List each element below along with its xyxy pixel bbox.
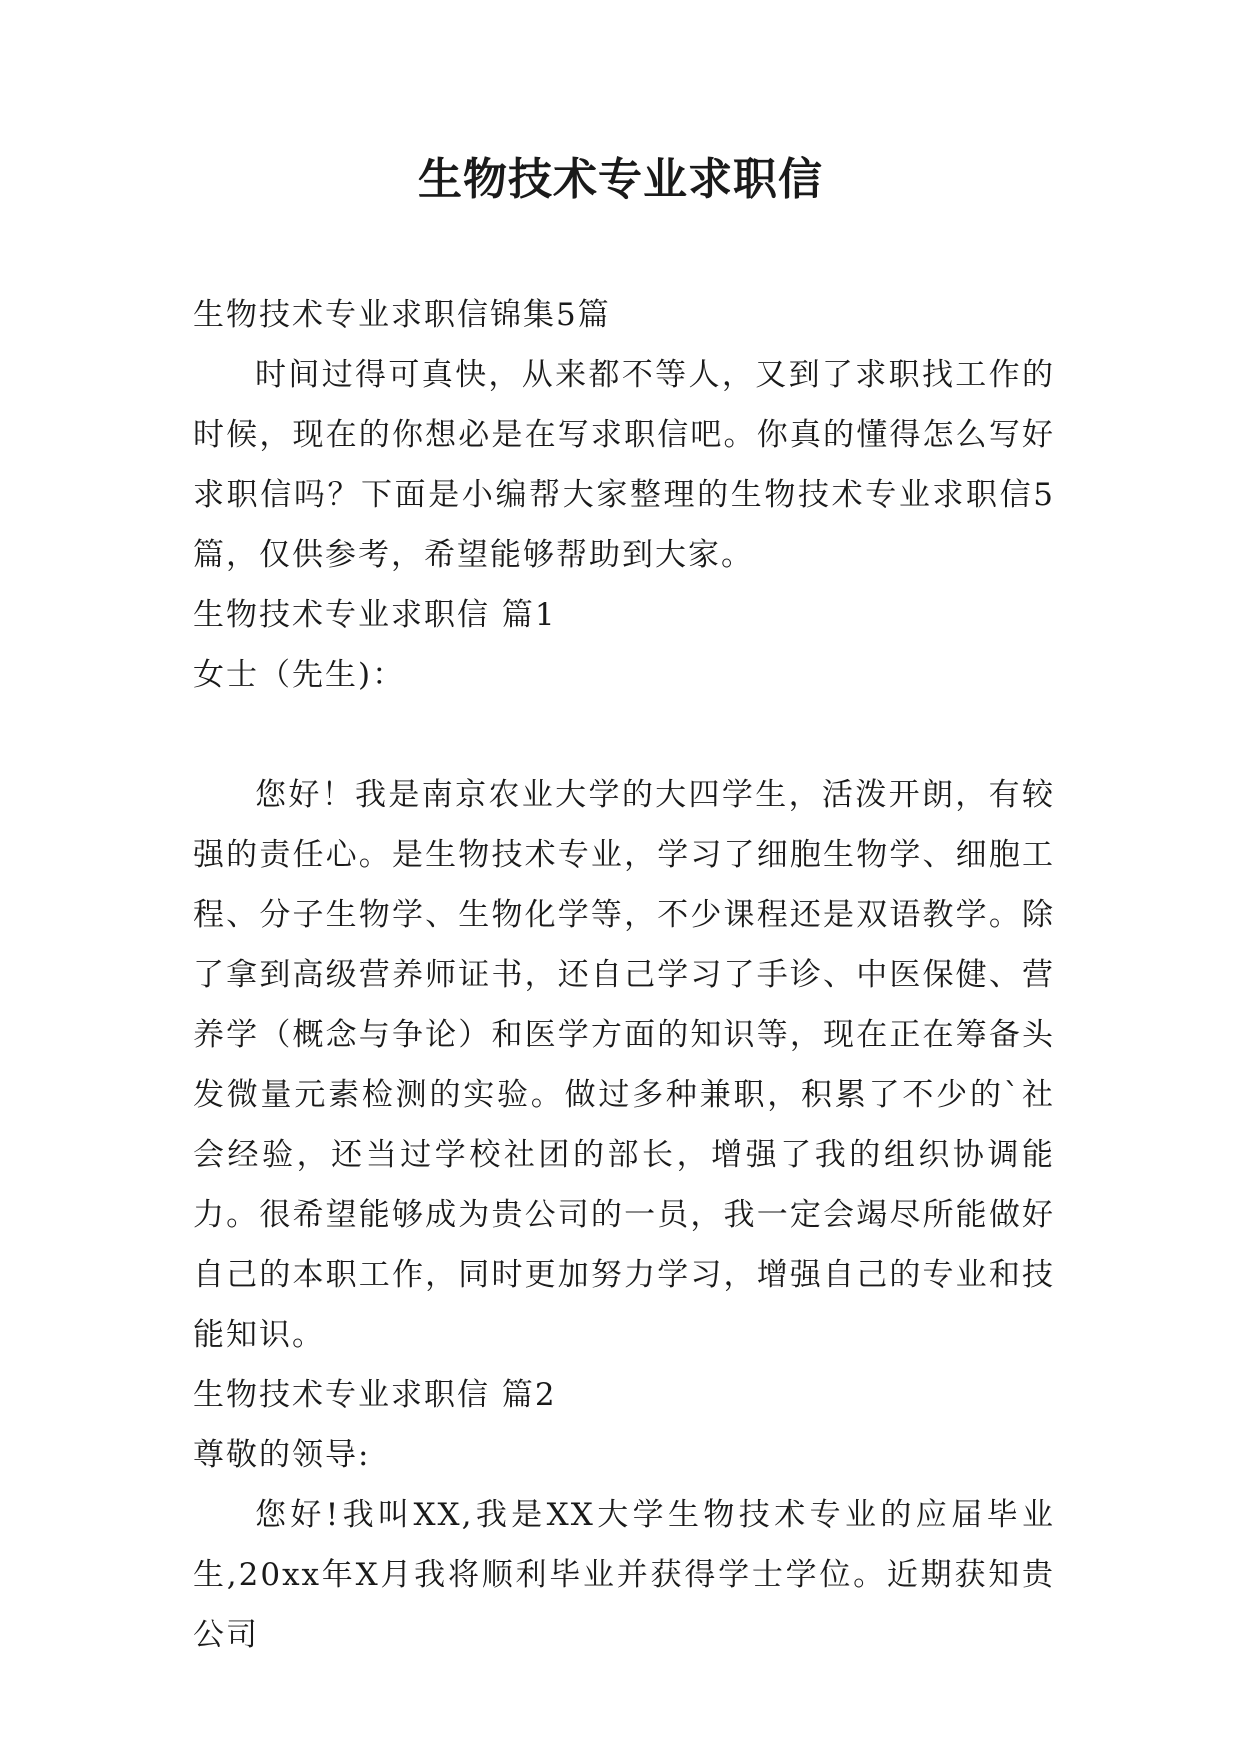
letter2-salutation: 尊敬的领导:	[193, 1437, 371, 1473]
letter2-heading: 生物技术专业求职信 篇2	[193, 1377, 557, 1413]
letter2-body: 您好!我叫XX,我是XX大学生物技术专业的应届毕业生,20xx年X月我将顺利毕业并获得学士学位。近期获知贵公司	[193, 1497, 1055, 1653]
document-body	[193, 285, 1055, 1665]
letter1-salutation: 女士（先生)：	[193, 657, 406, 693]
letter1-heading: 生物技术专业求职信 篇1	[193, 597, 557, 633]
blank-line	[193, 705, 1055, 765]
intro-paragraph: 时间过得可真快，从来都不等人，又到了求职找工作的时候，现在的你想必是在写求职信吧。你真的懂得怎么写好求职信吗？下面是小编帮大家整理的生物技术专业求职信5篇，仅供参考，希望能够帮助到大家。	[193, 357, 1055, 573]
letter1-body: 您好！我是南京农业大学的大四学生，活泼开朗，有较强的责任心。是生物技术专业，学习了细胞生物学、细胞工程、分子生物学、生物化学等，不少课程还是双语教学。除了拿到高级营养师证书，还自己学习了手诊、中医保健、营养学（概念与争论）和医学方面的知识等，现在正在筹备头发微量元素检测的实验。做过多种兼职，积累了不少的`社会经验，还当过学校社团的部长，增强了我的组织协调能力。很希望能够成为贵公司的一员，我一定会竭尽所能做好自己的本职工作，同时更加努力学习，增强自己的专业和技能知识。	[193, 777, 1055, 1353]
document-title: 生物技术专业求职信	[418, 154, 823, 205]
collection-subtitle: 生物技术专业求职信锦集5篇	[193, 297, 611, 333]
